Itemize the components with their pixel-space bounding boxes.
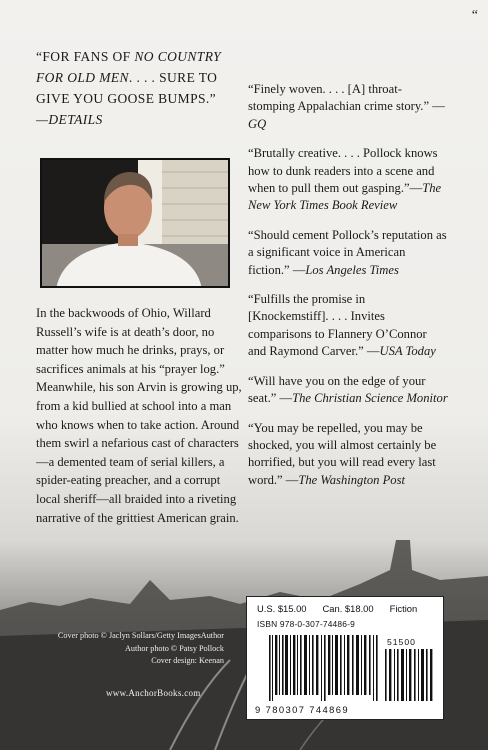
pull-quote-tail: . . . . SURE TO GIVE YOU GOOSE BUMPS.”	[36, 70, 218, 106]
pull-quote-lead: “FOR FANS OF	[36, 49, 135, 64]
cover-design-credit: Cover design: Keenan	[151, 656, 224, 666]
canada-price: Can. $18.00	[322, 603, 374, 614]
review-text: “Finely woven. . . . [A] throat-stomping Appalachian crime story.” —	[248, 82, 445, 114]
review-source: USA Today	[379, 344, 436, 359]
review-text: “Should cement Pollock’s reputation as a significant voice in American fiction.” —	[248, 227, 447, 277]
price-barcode-box	[246, 596, 444, 720]
cover-photo-credit: Cover photo © Jaclyn Sollars/Getty ImagesAuthor	[57, 631, 224, 640]
book-description: In the backwoods of Ohio, Willard Russell’s wife is at death’s door, no matter how much he drinks, prays, or sacrifices animals at his “prayer log.” Meanwhile, his son Arvin is growing up, from a kid bullied at school into a man who knows when to take action. Around them swirl a nefarious cast of characters—a demented team of serial killers, a spider-eating preacher, and a corrupt local sheriff—all braided into a riveting narrative of the grittiest American grain.	[36, 306, 242, 525]
category-label: Fiction	[389, 603, 418, 614]
photo-credits	[28, 630, 224, 668]
publisher-website: www.AnchorBooks.com	[106, 688, 201, 698]
review-source: The Christian Science Monitor	[292, 391, 448, 406]
price-row	[257, 603, 437, 614]
review-source: Los Angeles Times	[305, 262, 399, 277]
addon-code: 51500	[387, 637, 416, 647]
ean-number: 9 780307 744869	[255, 704, 349, 715]
author-photo	[40, 158, 230, 288]
review-item	[248, 145, 448, 215]
review-source: The New York Times Book Review	[248, 181, 442, 213]
review-item	[248, 373, 448, 408]
review-text: “Brutally creative. . . . Pollock knows how to dunk readers into a scene and when to pull them out gasping.”—	[248, 146, 438, 196]
corner-mark: “	[471, 8, 478, 23]
pull-quote-title: NO COUNTRY FOR OLD MEN	[36, 49, 222, 85]
review-text: “You may be repelled, you may be shocked, you will almost certainly be horrified, but you will read every last word.” —	[248, 420, 437, 487]
price-addon-barcode	[385, 649, 433, 701]
review-source: GQ	[248, 116, 267, 131]
author-portrait-image	[42, 160, 230, 288]
us-price: U.S. $15.00	[257, 603, 307, 614]
review-item	[248, 227, 448, 279]
review-item	[248, 291, 448, 361]
review-item	[248, 420, 448, 490]
review-text: “Fulfills the promise in [Knockemstiff]. . . . Invites comparisons to Flannery O’Connor and Raymond Carver.” —	[248, 292, 427, 359]
isbn-number: ISBN 978-0-307-74486-9	[257, 619, 355, 629]
pull-quote-source: —DETAILS	[36, 112, 103, 127]
review-text: “Will have you on the edge of your seat.” —	[248, 373, 426, 406]
review-source: The Washington Post	[298, 472, 405, 487]
review-item	[248, 81, 448, 133]
author-photo-credit: Author photo © Patsy Pollock	[124, 643, 224, 653]
review-list	[248, 81, 448, 501]
pull-quote	[36, 46, 236, 130]
isbn-barcode	[269, 635, 379, 701]
